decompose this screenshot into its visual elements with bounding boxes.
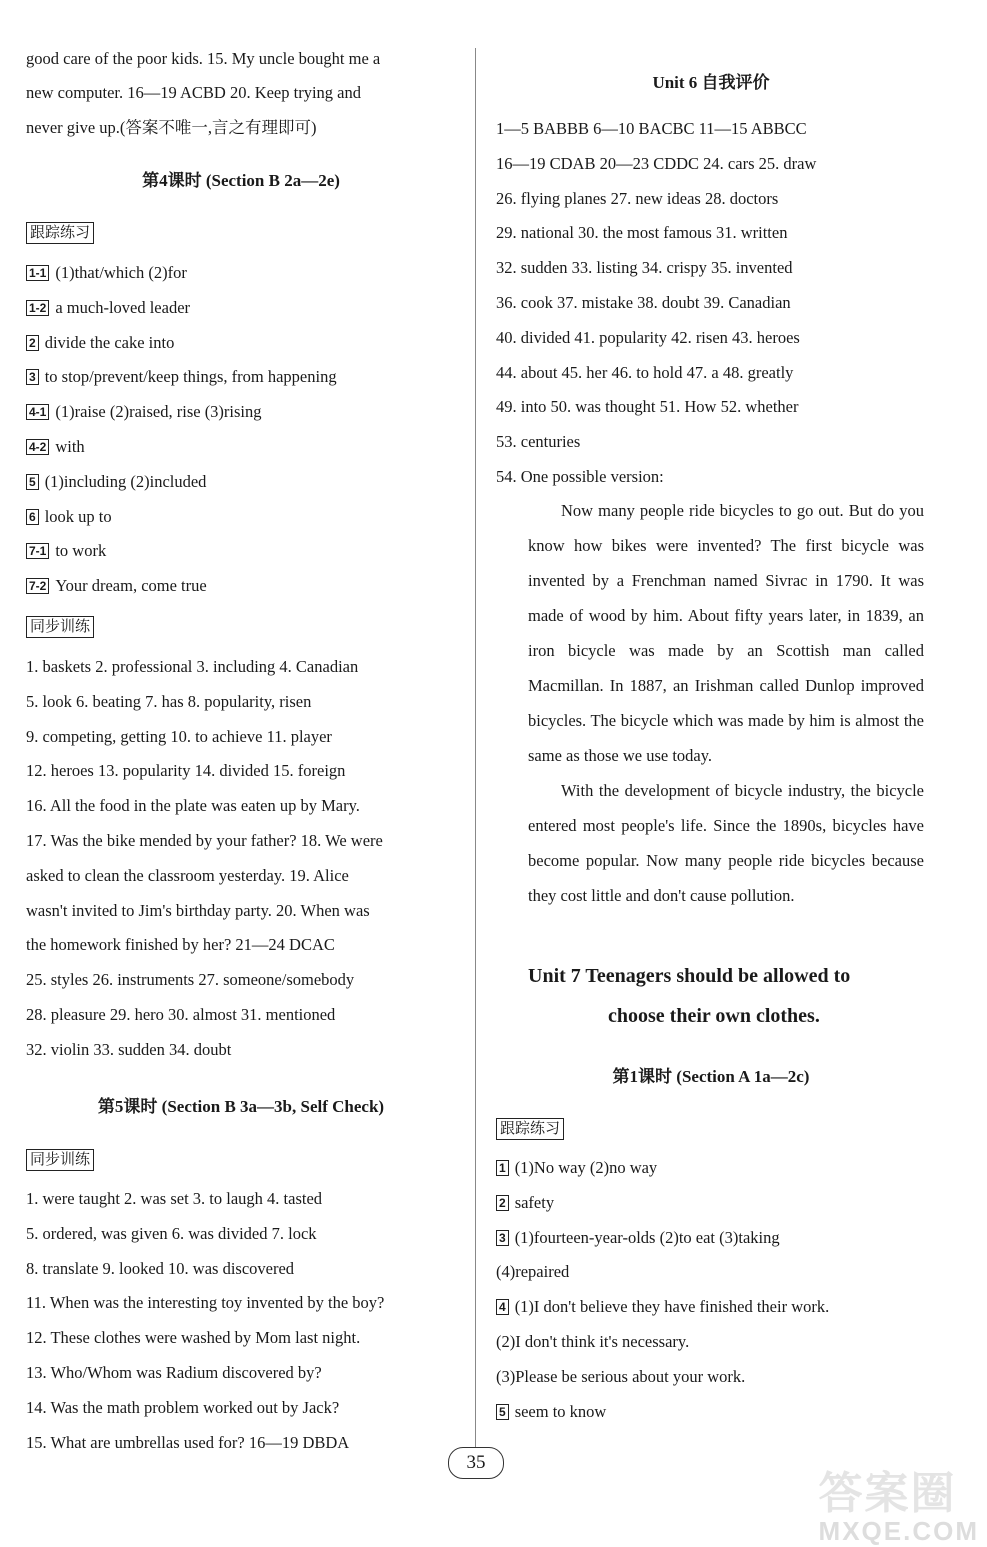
answer-line: 13. Who/Whom was Radium discovered by? (26, 1363, 322, 1382)
answer-line: 14. Was the math problem worked out by Jack? (26, 1397, 340, 1417)
exercise-item (26, 472, 206, 492)
exercise-item (26, 333, 174, 353)
answer-text: a much-loved leader (55, 297, 191, 317)
answer-line: asked to clean the classroom yesterday. 19. Alice (26, 865, 349, 885)
answer-text: to stop/prevent/keep things, from happening (44, 367, 337, 387)
exercise-item (496, 1367, 745, 1387)
answer-text: Your dream, come true (55, 576, 207, 596)
question-number-box: 4-2 (26, 439, 49, 455)
question-number-box: 3 (26, 369, 39, 385)
section-tag-tongbu: 同步训练 (26, 616, 94, 638)
answer-text: (2)I don't think it's necessary. (496, 1332, 690, 1351)
answer-line: the homework finished by her? 21—24 DCAC (26, 935, 335, 955)
essay-paragraph: Now many people ride bicycles to go out. But do you know how bikes were invented? The first bicycle was invented by a Frenchman named Sivrac in 1790. It was made of wood by him. About fifty years later, in 1839, an iron bicycle was made by an Scottish man called Macmillan. In 1887, an Irishman called Dunlop improved bicycles. The bicycle which was made by him is almost the same as those we use today. (528, 501, 924, 765)
exercise-item (496, 1158, 657, 1178)
exercise-item (26, 437, 85, 457)
answer-line: 36. cook 37. mistake 38. doubt 39. Canadian (496, 293, 791, 312)
question-number-box: 1-2 (26, 300, 49, 316)
answer-text: (4)repaired (496, 1262, 570, 1282)
answer-line: 32. violin 33. sudden 34. doubt (26, 1039, 232, 1059)
answer-text: look up to (44, 506, 112, 526)
answer-text: to work (55, 541, 107, 561)
answer-line: 17. Was the bike mended by your father? 18. We were (26, 831, 383, 850)
answer-text: (1)that/which (2)for (55, 263, 187, 282)
answer-line: good care of the poor kids. 15. My uncle bought me a (26, 49, 381, 68)
answer-line: 28. pleasure 29. hero 30. almost 31. mentioned (26, 1005, 336, 1024)
watermark-cn: 答案圈 (818, 1469, 957, 1518)
answer-text: seem to know (514, 1401, 607, 1421)
answer-line: 29. national 30. the most famous 31. written (496, 223, 788, 243)
question-number-box: 1 (496, 1160, 509, 1176)
answer-line: 40. divided 41. popularity 42. risen 43. heroes (496, 327, 800, 347)
exercise-item (26, 541, 106, 561)
answer-line: 9. competing, getting 10. to achieve 11. player (26, 726, 332, 746)
exercise-item (496, 1193, 554, 1213)
section-tag-gengzong: 跟踪练习 (26, 222, 94, 244)
question-number-box: 3 (496, 1230, 509, 1246)
exercise-item (26, 507, 112, 527)
question-number-box: 7-2 (26, 578, 49, 594)
answer-line: 1—5 BABBB 6—10 BACBC 11—15 ABBCC (496, 119, 807, 138)
answer-line: 1. baskets 2. professional 3. including 4. Canadian (26, 657, 359, 676)
question-number-box: 7-1 (26, 543, 49, 559)
unit7-heading-line2: choose their own clothes. (608, 1005, 820, 1027)
answer-line: 12. heroes 13. popularity 14. divided 15. foreign (26, 761, 346, 781)
answer-line: 1. were taught 2. was set 3. to laugh 4. tasted (26, 1189, 323, 1208)
answer-line: 5. look 6. beating 7. has 8. popularity, risen (26, 691, 312, 711)
answer-line: 53. centuries (496, 432, 581, 452)
answer-text: (1)raise (2)raised, rise (3)rising (55, 402, 262, 422)
page-number: 35 (448, 1447, 504, 1479)
exercise-item (26, 576, 207, 596)
question-number-box: 4-1 (26, 404, 49, 420)
answer-line: 15. What are umbrellas used for? 16—19 DBDA (26, 1432, 350, 1452)
answer-line: 16—19 CDAB 20—23 CDDC 24. cars 25. draw (496, 153, 817, 173)
answer-line: 25. styles 26. instruments 27. someone/somebody (26, 970, 355, 990)
question-number-box: 2 (26, 335, 39, 351)
answer-text: (1)I don't believe they have finished their work. (514, 1297, 830, 1317)
essay-paragraph: With the development of bicycle industry, the bicycle entered most people's life. Since the 1890s, bicycles have become popular. Now many people ride bicycles because they cost little and don't cause pollution. (528, 781, 924, 905)
watermark-en: MXQE.COM (818, 1516, 979, 1546)
exercise-item (26, 263, 187, 283)
exercise-item (496, 1402, 606, 1422)
exercise-item (496, 1262, 569, 1282)
section-tag-tongbu: 同步训练 (26, 1149, 94, 1171)
exercise-item (26, 402, 262, 422)
essay (528, 493, 924, 913)
answer-line: wasn't invited to Jim's birthday party. 20. When was (26, 900, 370, 920)
answer-text: (3)Please be serious about your work. (496, 1366, 746, 1386)
answer-line: new computer. 16—19 ACBD 20. Keep trying and (26, 83, 361, 102)
exercise-item (496, 1297, 829, 1317)
question-number-box: 2 (496, 1195, 509, 1211)
exercise-item (26, 298, 190, 318)
column-divider (475, 48, 476, 1448)
answer-line: 26. flying planes 27. new ideas 28. doctors (496, 188, 779, 208)
exercise-item (496, 1332, 689, 1352)
answer-text: safety (514, 1192, 555, 1212)
question-number-box: 6 (26, 509, 39, 525)
answer-line: 16. All the food in the plate was eaten up by Mary. (26, 796, 360, 816)
question-number-box: 5 (496, 1404, 509, 1420)
answer-text: (1)fourteen-year-olds (2)to eat (3)taking (514, 1227, 780, 1247)
answer-line: 5. ordered, was given 6. was divided 7. lock (26, 1223, 317, 1243)
section-tag-gengzong: 跟踪练习 (496, 1118, 564, 1140)
lesson5-heading: 第5课时 (Section B 3a—3b, Self Check) (97, 1097, 385, 1116)
exercise-item (496, 1228, 780, 1248)
question-number-box: 4 (496, 1299, 509, 1315)
answer-text: with (55, 437, 85, 456)
unit7-heading-line1: Unit 7 Teenagers should be allowed to (528, 965, 851, 987)
answer-line: 11. When was the interesting toy invented by the boy? (26, 1293, 385, 1313)
answer-line: never give up.(答案不唯一,言之有理即可) (26, 118, 317, 137)
unit6-heading: Unit 6 自我评价 (652, 73, 770, 92)
answer-text: (1)including (2)included (44, 471, 207, 491)
answer-text: (1)No way (2)no way (514, 1158, 658, 1177)
answer-line: 54. One possible version: (496, 467, 664, 486)
answer-line: 44. about 45. her 46. to hold 47. a 48. greatly (496, 362, 794, 382)
lesson1-heading: 第1课时 (Section A 1a—2c) (612, 1067, 810, 1086)
answer-line: 32. sudden 33. listing 34. crispy 35. invented (496, 258, 793, 278)
answer-line: 8. translate 9. looked 10. was discovered (26, 1258, 295, 1278)
question-number-box: 1-1 (26, 265, 49, 281)
exercise-item (26, 367, 337, 387)
question-number-box: 5 (26, 474, 39, 490)
answer-text: divide the cake into (44, 332, 175, 352)
lesson4-heading: 第4课时 (Section B 2a—2e) (142, 171, 340, 190)
answer-line: 12. These clothes were washed by Mom last night. (26, 1328, 361, 1348)
answer-line: 49. into 50. was thought 51. How 52. whether (496, 397, 799, 417)
